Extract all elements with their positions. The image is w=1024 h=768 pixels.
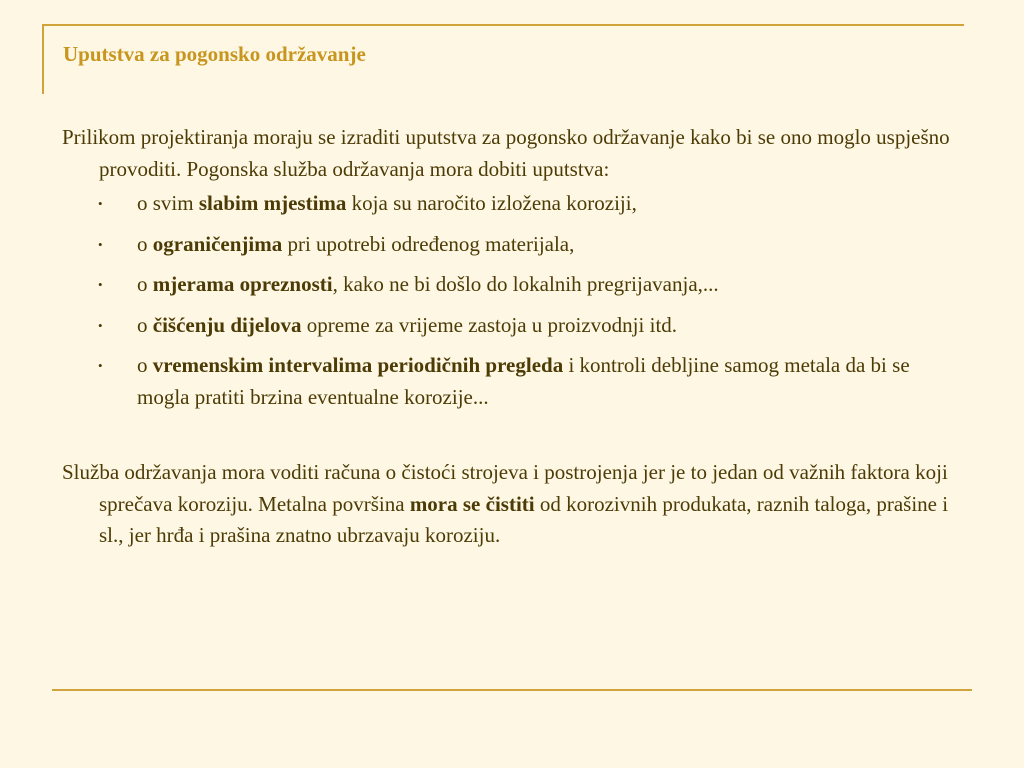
slide-title: Uputstva za pogonsko održavanje xyxy=(63,42,366,66)
bullet-marker: • xyxy=(98,196,103,211)
bullet-text-after: opreme za vrijeme zastoja u proizvodnji itd. xyxy=(301,312,678,337)
bullet-text-before: o xyxy=(137,272,153,296)
bullet-bold-text: ograničenjima xyxy=(152,231,283,256)
bullet-list xyxy=(62,188,962,413)
bullet-marker: • xyxy=(98,236,103,252)
bullet-text-after: i kontroli debljine samog metala da bi se mogla pratiti brzina eventualne korozije... xyxy=(137,353,910,409)
bullet-bold-text: mjerama opreznosti xyxy=(152,272,333,296)
bullet-bold-text: čišćenju dijelova xyxy=(152,312,302,337)
bullet-text-before: o svim xyxy=(137,191,199,215)
bullet-text-after: koja su naročito izložena koroziji, xyxy=(346,191,637,215)
bullet-item xyxy=(62,188,962,220)
bullet-marker: • xyxy=(98,358,103,373)
bottom-divider-line xyxy=(52,689,972,691)
bullet-bold-text: vremenskim intervalima periodičnih pregleda xyxy=(152,353,564,377)
bullet-item xyxy=(62,229,962,261)
intro-paragraph: Prilikom projektiranja moraju se izraditi uputstva za pogonsko održavanje kako bi se ono moglo uspješno provoditi. Pogonska služba održavanja mora dobiti uputstva: xyxy=(62,125,950,181)
bullet-item xyxy=(62,310,962,342)
closing-bold-text: mora se čistiti xyxy=(409,491,535,516)
bullet-bold-text: slabim mjestima xyxy=(198,191,347,215)
left-accent-line xyxy=(42,24,44,94)
bullet-text-before: o xyxy=(137,353,153,377)
bullet-text-after: , kako ne bi došlo do lokalnih pregrijavanja,... xyxy=(332,272,719,296)
closing-text-before: Služba održavanja mora voditi računa o čistoći strojeva i postrojenja jer je to jedan od važnih faktora koji sprečava koroziju. Metalna površina xyxy=(62,460,948,516)
bullet-marker: • xyxy=(98,277,103,292)
closing-text-after: od korozivnih produkata, raznih taloga, prašine i sl., jer hrđa i prašina znatno ubrzavaju koroziju. xyxy=(99,491,949,547)
bullet-item xyxy=(62,269,962,301)
slide-body xyxy=(62,122,962,552)
bullet-text-before: o xyxy=(137,312,153,337)
closing-paragraph xyxy=(62,457,962,552)
bullet-item xyxy=(62,350,962,413)
top-divider-line xyxy=(42,24,964,26)
bullet-text-before: o xyxy=(137,231,153,256)
bullet-text-after: pri upotrebi određenog materijala, xyxy=(282,231,575,256)
bullet-marker: • xyxy=(98,317,103,333)
